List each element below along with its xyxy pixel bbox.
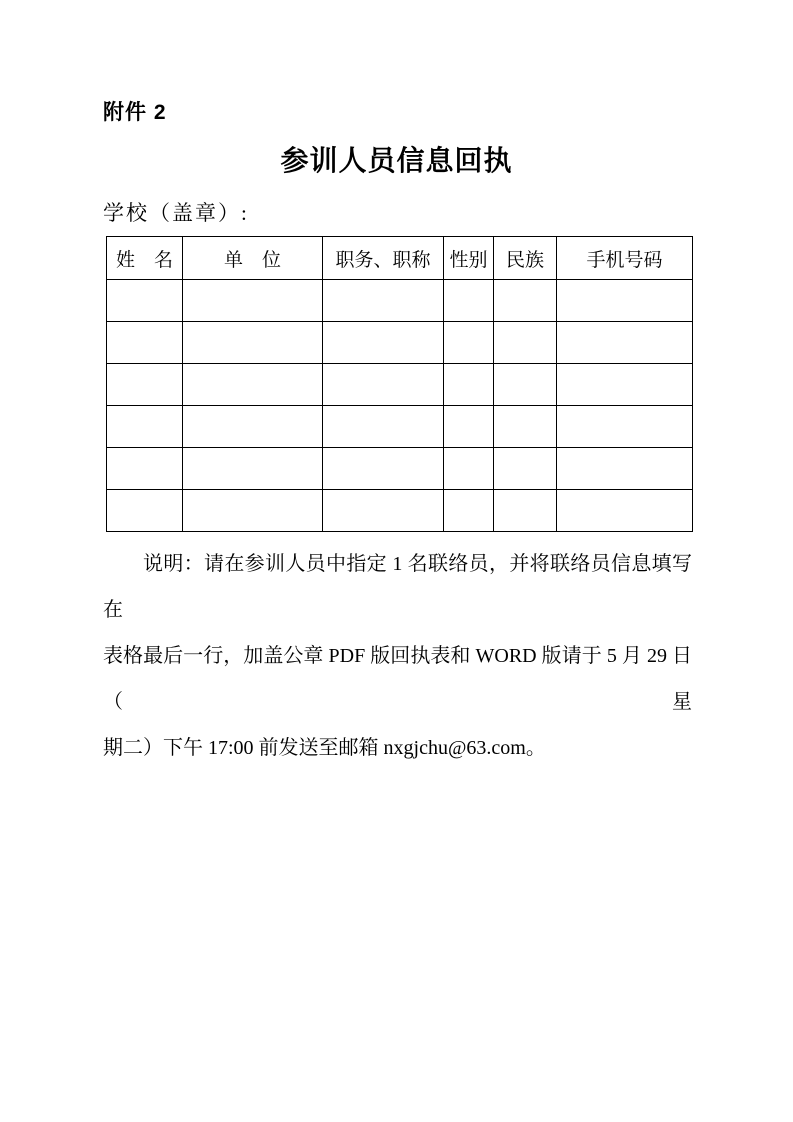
table-cell [323, 490, 444, 532]
table-cell [107, 448, 183, 490]
table-cell [444, 280, 494, 322]
table-cell [107, 490, 183, 532]
table-cell [183, 490, 323, 532]
table-cell [183, 364, 323, 406]
header-position-title: 职务、职称 [323, 237, 444, 280]
table-cell [444, 490, 494, 532]
note-line-2: 表格最后一行，加盖公章 PDF 版回执表和 WORD 版请于 5 月 29 日（星 [103, 645, 692, 713]
table-cell [444, 406, 494, 448]
table-cell [494, 322, 557, 364]
table-cell [323, 280, 444, 322]
table-cell [107, 364, 183, 406]
table-row [107, 280, 693, 322]
table-cell [494, 364, 557, 406]
table-cell [323, 406, 444, 448]
school-seal-label: 学校（盖章）: [103, 201, 249, 225]
table-cell [557, 322, 693, 364]
table-cell [107, 322, 183, 364]
note-line-3: 期二）下午 17:00 前发送至邮箱 nxgjchu@63.com。 [103, 737, 546, 759]
table-cell [183, 280, 323, 322]
table-cell [323, 322, 444, 364]
note-paragraph [103, 541, 692, 771]
header-ethnicity: 民族 [494, 237, 557, 280]
table-cell [323, 364, 444, 406]
table-cell [494, 448, 557, 490]
header-name: 姓 名 [107, 237, 183, 280]
table-cell [557, 490, 693, 532]
table-cell [183, 448, 323, 490]
table-row [107, 406, 693, 448]
participant-info-table [106, 236, 693, 532]
table-cell [494, 280, 557, 322]
table-row [107, 448, 693, 490]
table-cell [444, 448, 494, 490]
page-title: 参训人员信息回执 [280, 145, 513, 176]
table-cell [557, 364, 693, 406]
table-cell [183, 406, 323, 448]
table-cell [444, 322, 494, 364]
note-line-1: 说明：请在参训人员中指定 1 名联络员，并将联络员信息填写在 [103, 553, 692, 621]
table-row [107, 364, 693, 406]
header-unit: 单 位 [183, 237, 323, 280]
header-gender: 性别 [444, 237, 494, 280]
table-cell [183, 322, 323, 364]
header-phone: 手机号码 [557, 237, 693, 280]
table-cell [323, 448, 444, 490]
table-cell [107, 280, 183, 322]
table-cell [444, 364, 494, 406]
table-cell [557, 448, 693, 490]
table-cell [494, 490, 557, 532]
table-cell [557, 406, 693, 448]
table-cell [494, 406, 557, 448]
attachment-label: 附件 2 [103, 101, 167, 124]
table-cell [107, 406, 183, 448]
table-cell [557, 280, 693, 322]
table-row [107, 490, 693, 532]
table-row [107, 322, 693, 364]
table-header-row [107, 237, 693, 280]
